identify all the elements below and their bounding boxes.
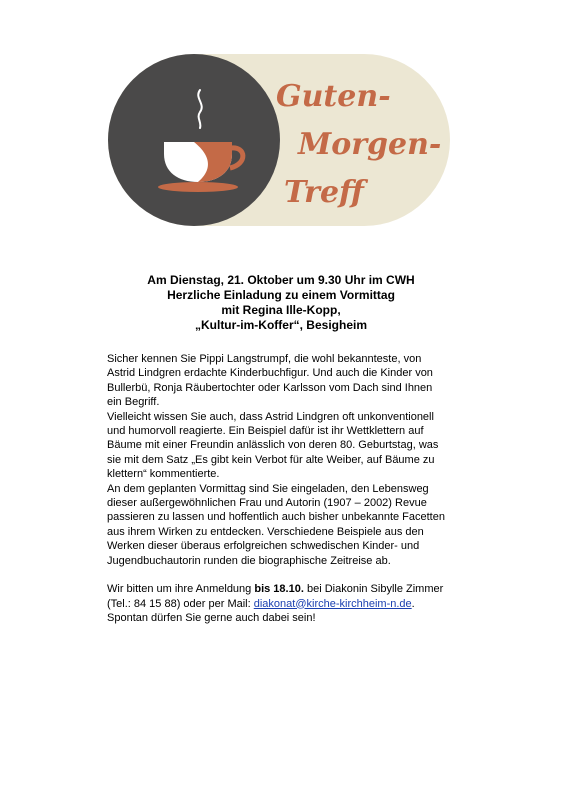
event-date-line: Am Dienstag, 21. Oktober um 9.30 Uhr im CWH: [147, 273, 415, 287]
paragraph-closing: Spontan dürfen Sie gerne auch dabei sein!: [107, 611, 316, 624]
event-organization-line: „Kultur-im-Koffer“, Besigheim: [194, 318, 367, 332]
paragraph-program: An dem geplanten Vormittag sind Sie eingeladen, den Lebensweg dieser außergewöhnlichen Frau und Autorin (1907 – 2002) Revue passieren zu lassen und hoffentlich auch bisher unbekannte Facetten aus ihrem Wirken zu entdecken. Verschiedene Beispiele aus den Werken dieser überaus erfolgreichen schwedischen Kinder- und Jugendbuchautorin runden die biographische Zeitreise ab.: [107, 482, 445, 567]
logo-dark-circle: [108, 54, 280, 226]
event-invitation-line: Herzliche Einladung zu einem Vormittag: [167, 288, 395, 302]
registration-suffix: .: [411, 597, 415, 610]
paragraph-registration: [107, 582, 447, 611]
logo-word-morgen: Morgen-: [298, 127, 442, 162]
guten-morgen-treff-logo: [108, 54, 450, 226]
paragraph-anecdote: Vielleicht wissen Sie auch, dass Astrid Lindgren oft unkonventionell und humorvoll reagierte. Ein Beispiel dafür ist ihr Wettklettern auf Bäume mit einer Freundin anlässlich von deren 80. Geburtstag, was sie mit dem Satz „Es gibt kein Verbot für alte Weiber, auf Bäume zu klettern“ kommentierte.: [107, 410, 439, 481]
registration-deadline: bis 18.10.: [254, 583, 304, 596]
registration-prefix: Wir bitten um ihre Anmeldung: [107, 583, 255, 596]
paragraph-gap: [107, 568, 447, 582]
event-description: [107, 352, 447, 625]
saucer: [158, 182, 238, 192]
logo-word-guten: Guten-: [276, 79, 391, 114]
event-header: [60, 273, 502, 333]
event-speaker-line: mit Regina Ille-Kopp,: [221, 303, 341, 317]
email-link[interactable]: diakonat@kirche-kirchheim-n.de: [253, 597, 412, 610]
logo-word-treff: Treff: [284, 175, 364, 210]
paragraph-intro: Sicher kennen Sie Pippi Langstrumpf, die wohl bekannteste, von Astrid Lindgren erdachte Kinderbuchfigur. Und auch die Kinder von Bullerbü, Ronja Räubertochter oder Karlsson vom Dach sind Ihnen ein Begriff.: [107, 353, 433, 409]
logo-graphic: [108, 54, 450, 226]
registration-contact: bei Diakonin Sibylle Zimmer (Tel.: 84 15 88) oder per Mail:: [107, 583, 444, 610]
